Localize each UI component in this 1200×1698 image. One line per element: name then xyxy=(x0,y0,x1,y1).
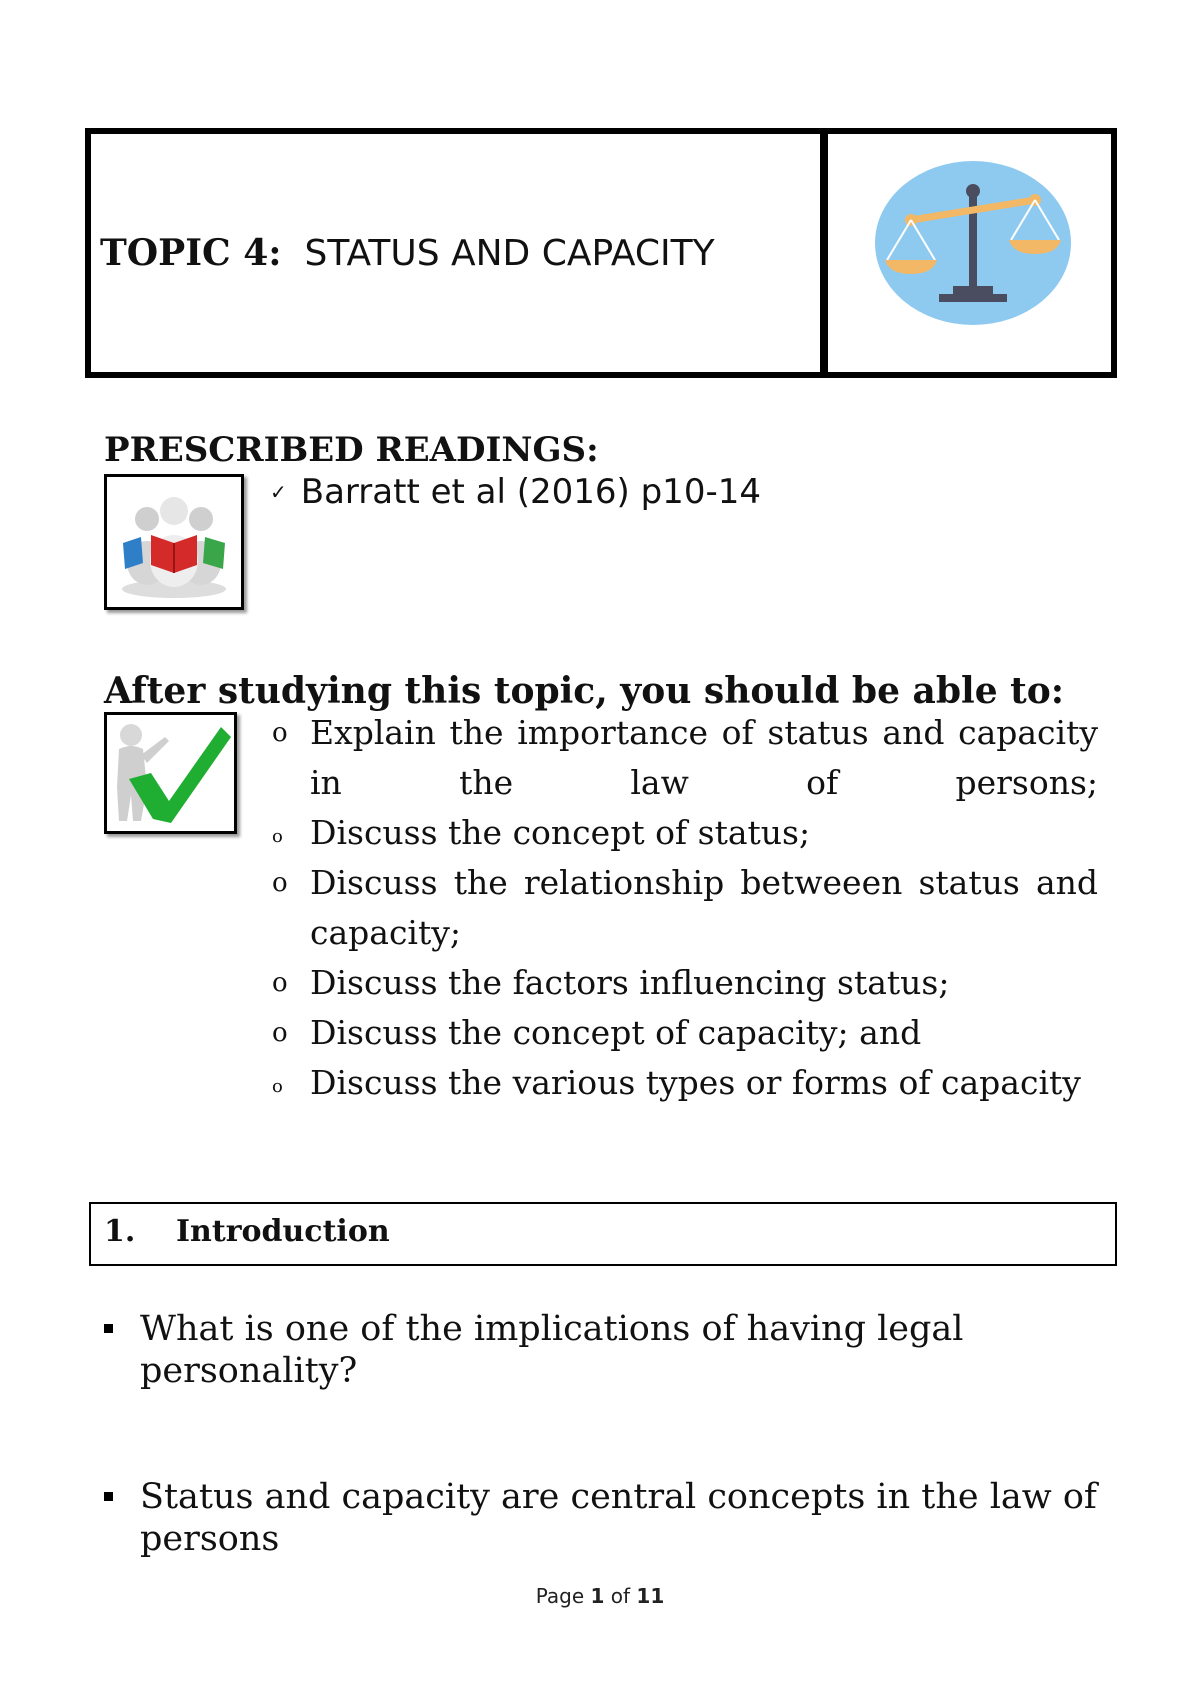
checkmark-bullet-icon: ✓ xyxy=(270,480,287,504)
list-item: What is one of the implications of having legal personality? xyxy=(104,1308,1104,1392)
reading-item-text: Barratt et al (2016) p10-14 xyxy=(300,472,761,512)
list-item: o Discuss the relationship betweeen status and capacity; xyxy=(272,858,1098,958)
scales-of-justice-icon xyxy=(873,158,1073,328)
page-footer: Page 1 of 11 xyxy=(535,1584,665,1608)
section-number: 1. xyxy=(104,1214,136,1249)
section-title: Introduction xyxy=(176,1214,390,1249)
list-item: o Discuss the factors influencing status; xyxy=(272,958,1098,1008)
topic-label: TOPIC 4: xyxy=(100,232,282,274)
total-pages: 11 xyxy=(636,1584,665,1608)
outcomes-heading: After studying this topic, you should be able to: xyxy=(104,670,1065,712)
circle-bullet-icon: o xyxy=(272,868,288,898)
current-page: 1 xyxy=(590,1584,605,1608)
intro-point xyxy=(104,1476,1104,1560)
square-bullet-icon xyxy=(104,1492,113,1501)
people-reading-icon xyxy=(104,474,244,610)
reading-item xyxy=(270,472,761,512)
list-item: o Explain the importance of status and capacity in the law of persons; xyxy=(272,708,1098,808)
title-table-divider xyxy=(820,128,828,378)
page-title xyxy=(100,232,715,274)
list-item: o Discuss the various types or forms of capacity xyxy=(272,1058,1098,1108)
outcomes-list xyxy=(272,708,1098,1108)
circle-bullet-icon: o xyxy=(272,1076,283,1097)
list-item: o Discuss the concept of status; xyxy=(272,808,1098,858)
circle-bullet-icon: o xyxy=(272,826,283,847)
list-item: o Discuss the concept of capacity; and xyxy=(272,1008,1098,1058)
topic-name: STATUS AND CAPACITY xyxy=(304,233,715,274)
circle-bullet-icon: o xyxy=(272,718,288,748)
circle-bullet-icon: o xyxy=(272,1018,288,1048)
list-item: Status and capacity are central concepts in the law of persons xyxy=(104,1476,1104,1560)
circle-bullet-icon: o xyxy=(272,968,288,998)
square-bullet-icon xyxy=(104,1324,113,1333)
person-checkmark-icon xyxy=(104,712,237,834)
intro-point xyxy=(104,1308,1104,1392)
readings-heading: PRESCRIBED READINGS: xyxy=(104,430,599,470)
